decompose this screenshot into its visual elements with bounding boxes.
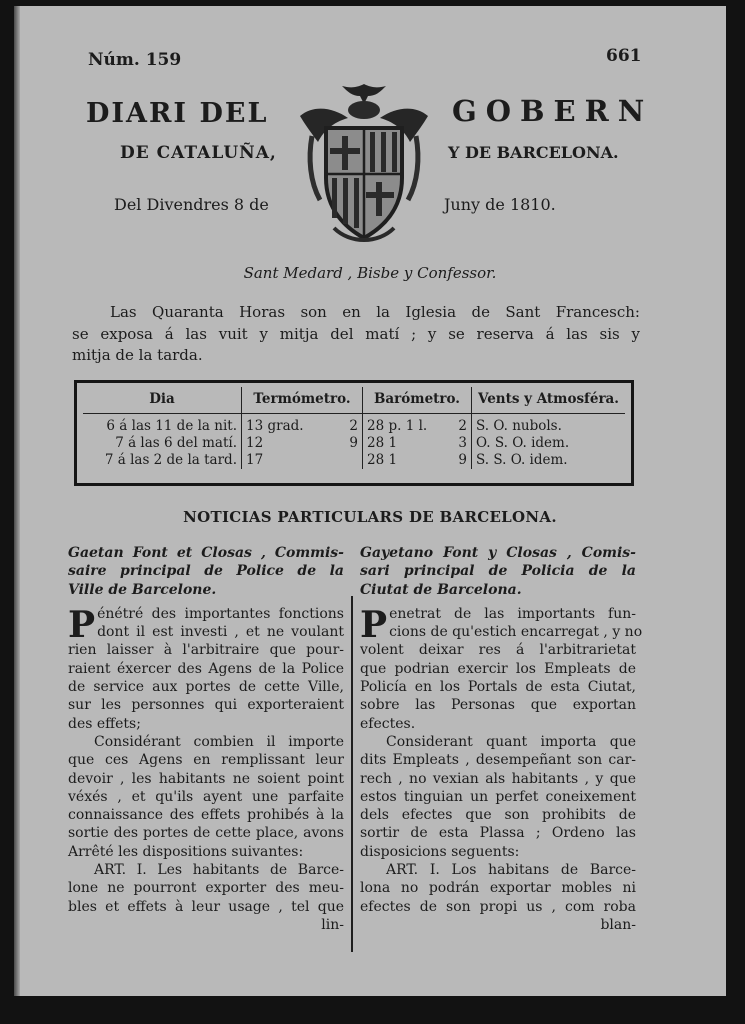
newspaper-page	[14, 6, 726, 996]
cell-thermometer: 12	[246, 435, 264, 451]
body-line: disposicions seguents:	[360, 843, 520, 860]
column-heading: saire principal de Police de la	[68, 563, 344, 580]
forty-hours-notice	[72, 302, 640, 367]
column-body	[360, 603, 643, 934]
body-line: rien laisser à l'arbitraire que pour-	[68, 642, 344, 659]
cell-barometer: 28 1	[367, 452, 398, 468]
section-title: NOTICIAS PARTICULARS DE BARCELONA.	[183, 508, 557, 526]
body-line: Considérant combien il importe	[94, 733, 344, 750]
column-body	[68, 605, 344, 934]
body-line: véxés , et qu'ils ayent une parfaite	[68, 788, 344, 805]
cell-winds: S. O. nubols.	[472, 414, 626, 436]
cell-day: 7 á las 6 del matí.	[115, 435, 237, 451]
col-header-barometer: Barómetro.	[363, 387, 472, 414]
body-line: raient éxercer des Agens de la Police	[68, 660, 344, 677]
body-line: Arrêté les dispositions suivantes:	[68, 843, 304, 860]
column-heading: Ville de Barcelone.	[68, 581, 217, 598]
body-line: cions de qu'estich encarregat , y no	[389, 624, 643, 641]
notice-line: mitja de la tarda.	[72, 346, 203, 364]
issue-date-right: Juny de 1810.	[444, 195, 556, 214]
saint-of-the-day: Sant Medard , Bisbe y Confessor.	[243, 264, 497, 282]
notice-line: Las Quaranta Horas son en la Iglesia de Sant Francesch:	[110, 303, 640, 321]
body-line: que ces Agens en remplissant leur	[68, 752, 344, 769]
catchword: lin-	[321, 916, 344, 933]
cell-thermometer: 13 grad.	[246, 418, 304, 434]
col-header-day: Dia	[83, 387, 242, 414]
drop-cap: P	[68, 603, 96, 646]
table-row	[83, 414, 625, 436]
body-line: connaissance des effets prohibés à la	[68, 807, 344, 824]
cell-day: 7 á las 2 de la tard.	[104, 452, 237, 468]
table-row	[83, 435, 625, 452]
weather-table	[83, 387, 625, 469]
cell-thermometer: 17	[246, 452, 264, 468]
coat-of-arms-icon	[290, 78, 438, 246]
cell-barometer-fraction: 3	[458, 435, 467, 451]
body-line: Considerant quant importa que	[386, 733, 636, 750]
page-number: 661	[606, 46, 642, 66]
body-line: dels efectes que son prohibits de	[360, 807, 636, 824]
body-line: de service aux portes de cette Ville,	[68, 679, 344, 696]
body-line: devoir , les habitants ne soient point	[68, 770, 344, 787]
body-line: que podrian exercir los Empleats de	[360, 660, 636, 677]
cell-thermometer-fraction: 9	[349, 435, 358, 451]
drop-cap: P	[360, 603, 388, 646]
body-line: sur les personnes qui exporteraient	[68, 697, 344, 714]
notice-line: se exposa á las vuit y mitja del matí ; y se reserva á las sis y	[72, 324, 640, 343]
catalan-column	[360, 544, 643, 934]
body-line: volent deixar res á l'arbitrarietat	[360, 642, 636, 659]
column-divider	[351, 596, 353, 952]
body-line: lone ne pourront exporter des meu-	[68, 880, 344, 897]
cell-thermometer-fraction: 2	[349, 418, 358, 434]
body-line: des effets;	[68, 715, 141, 732]
masthead-title-right: GOBERN	[452, 94, 654, 128]
body-line: dont il est investi , et ne voulant	[97, 624, 344, 641]
masthead-subtitle-right: Y DE BARCELONA.	[448, 143, 619, 162]
column-heading: sari principal de Policia de la	[360, 563, 636, 580]
catchword: blan-	[600, 916, 636, 933]
body-line: Policía en los Portals de esta Ciutat,	[360, 679, 636, 696]
column-heading: Gayetano Font y Closas , Comis-	[360, 545, 636, 561]
cell-winds: S. S. O. idem.	[472, 452, 626, 469]
column-heading: Gaetan Font et Closas , Commis-	[68, 545, 344, 561]
masthead-title-left: DIARI DEL	[86, 98, 269, 129]
body-line: efectes.	[360, 715, 416, 732]
cell-barometer-fraction: 2	[458, 418, 467, 434]
column-heading: Ciutat de Barcelona.	[360, 581, 522, 598]
issue-number: Núm. 159	[88, 50, 182, 70]
body-line: sortie des portes de cette place, avons	[68, 825, 344, 842]
body-line: ART. I. Los habitans de Barce-	[386, 862, 636, 879]
cell-barometer-fraction: 9	[458, 452, 467, 468]
body-line: estos tinguian un perfet coneixement	[360, 788, 636, 805]
table-row	[83, 452, 625, 469]
col-header-winds: Vents y Atmosféra.	[472, 387, 626, 414]
body-line: sobre las Personas que exportan	[360, 697, 636, 714]
body-line: rech , no vexian als habitants , y que	[360, 770, 636, 787]
cell-barometer: 28 p. 1 l.	[367, 418, 428, 434]
body-line: énétré des importantes fonctions	[97, 605, 344, 622]
body-line: sortir de esta Plassa ; Ordeno las	[360, 825, 636, 842]
cell-barometer: 28 1	[367, 435, 398, 451]
masthead-subtitle-left: DE CATALUÑA,	[120, 143, 277, 163]
page-gutter-shadow	[14, 6, 20, 996]
body-line: enetrat de las importants fun-	[389, 605, 636, 622]
weather-table-frame	[74, 380, 634, 486]
french-column	[68, 544, 344, 934]
body-line: efectes de son propi us , com roba	[360, 898, 636, 915]
body-line: lona no podrán exportar mobles ni	[360, 880, 636, 897]
col-header-thermometer: Termómetro.	[242, 387, 363, 414]
cell-day: 6 á las 11 de la nit.	[106, 418, 237, 434]
body-line: bles et effets à leur usage , tel que	[68, 898, 344, 915]
body-line: ART. I. Les habitants de Barce-	[94, 862, 344, 879]
cell-winds: O. S. O. idem.	[472, 435, 626, 452]
issue-date-left: Del Divendres 8 de	[114, 195, 269, 214]
body-line: dits Empleats , desempeñant son car-	[360, 752, 636, 769]
